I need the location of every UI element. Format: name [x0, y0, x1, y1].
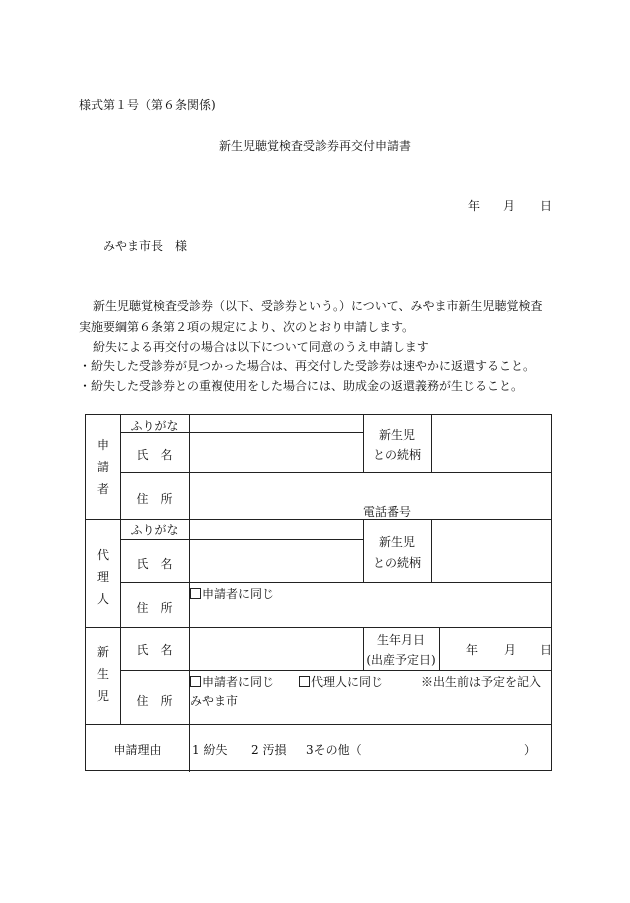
date-day-label: 日: [540, 199, 553, 213]
applicant-furigana-label: ふりがな: [130, 419, 179, 433]
newborn-name-label: 氏 名: [136, 643, 173, 657]
reason-option-other[interactable]: 3その他（: [306, 743, 362, 757]
newborn-birth-day: 日: [540, 643, 553, 657]
col-line: [439, 627, 440, 671]
agent-relation-label-1: 新生児: [378, 535, 415, 549]
checkbox[interactable]: [299, 676, 310, 687]
reason-option-damaged[interactable]: 2 汚損: [251, 743, 287, 757]
agent-section-label: 代 理 人: [96, 548, 109, 606]
form-number: 様式第１号（第６条関係): [79, 98, 216, 112]
consent-note-2: ・紛失した受診券との重複使用をした場合には、助成金の返還義務が生じること。: [79, 379, 524, 393]
agent-same-as-applicant-option[interactable]: 申請者に同じ: [190, 585, 274, 602]
body-line-2: 実施要綱第６条第２項の規定により、次のとおり申請します。: [79, 320, 415, 334]
date-year-label: 年: [468, 199, 481, 213]
newborn-birth-month: 月: [504, 643, 517, 657]
row-line: [120, 582, 552, 583]
consent-note-1: ・紛失した受診券が見つかった場合は、再交付した受診券は速やかに返還すること。: [79, 359, 536, 373]
newborn-prebirth-note: ※出生前は予定を記入: [421, 675, 542, 689]
applicant-relation-field[interactable]: [432, 415, 552, 472]
newborn-birth-label-1: 生年月日: [376, 633, 425, 647]
agent-name-label: 氏 名: [136, 557, 173, 571]
applicant-phone-label: 電話番号: [363, 505, 412, 519]
newborn-birth-year: 年: [466, 643, 479, 657]
applicant-address-label: 住 所: [136, 492, 173, 506]
applicant-section-label: 申 請 者: [96, 438, 109, 496]
applicant-relation-label-2: との続柄: [372, 448, 421, 462]
applicant-furigana-field[interactable]: [189, 415, 363, 432]
body-line-3: 紛失による再交付の場合は以下について同意のうえ申請します: [93, 340, 429, 354]
col-line: [363, 519, 364, 583]
newborn-section-label: 新 生 児: [96, 645, 109, 703]
newborn-same-as-agent-option[interactable]: 代理人に同じ: [299, 673, 383, 690]
row-line: [86, 724, 552, 725]
applicant-name-field[interactable]: [189, 433, 363, 472]
agent-furigana-label: ふりがな: [130, 523, 179, 537]
applicant-relation-label-1: 新生児: [378, 428, 415, 442]
addressee: みやま市長 様: [103, 239, 188, 253]
reason-option-lost[interactable]: 1 紛失: [192, 743, 228, 757]
document-title: 新生児聴覚検査受診券再交付申請書: [218, 139, 411, 153]
body-line-1: 新生児聴覚検査受診券（以下、受診券という。）について、みやま市新生児聴覚検査: [93, 299, 543, 313]
checkbox[interactable]: [190, 588, 201, 599]
agent-relation-field[interactable]: [432, 520, 552, 582]
row-line: [120, 670, 552, 671]
applicant-name-label: 氏 名: [136, 448, 173, 462]
newborn-address-label: 住 所: [136, 694, 173, 708]
agent-address-label: 住 所: [136, 601, 173, 615]
checkbox[interactable]: [190, 676, 201, 687]
newborn-name-field[interactable]: [189, 628, 363, 670]
col-line: [363, 415, 364, 473]
agent-name-field[interactable]: [189, 540, 363, 582]
date-month-label: 月: [503, 199, 516, 213]
newborn-same-as-applicant-option[interactable]: 申請者に同じ: [190, 673, 274, 690]
newborn-city: みやま市: [190, 694, 239, 708]
reason-close-paren: ）: [524, 743, 537, 757]
agent-furigana-field[interactable]: [189, 520, 363, 539]
agent-relation-label-2: との続柄: [372, 556, 421, 570]
application-form-table: [85, 414, 552, 771]
reason-label: 申請理由: [113, 743, 162, 757]
newborn-birth-label-2: (出産予定日): [366, 653, 436, 667]
